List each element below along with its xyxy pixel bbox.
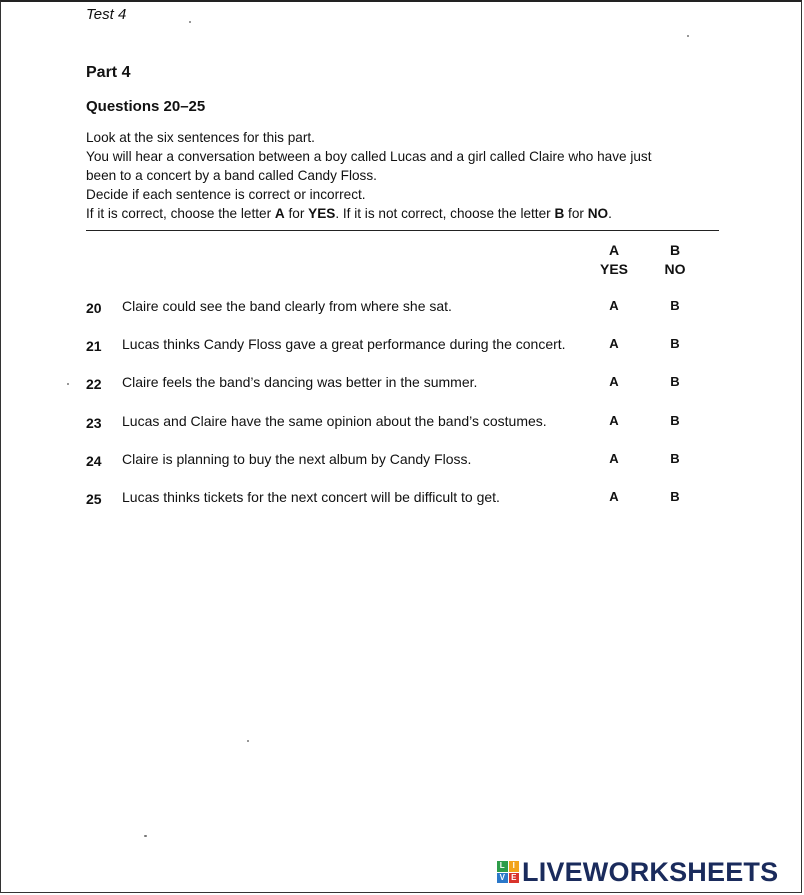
logo-text: LIVEWORKSHEETS [522,856,779,887]
instruction-line: You will hear a conversation between a boy called Lucas and a girl called Claire who have just [86,149,652,164]
answer-a-option[interactable]: A [609,336,619,352]
logo-tile: V [497,873,508,884]
scan-speck [189,21,191,23]
instruction-text: for [564,206,588,221]
answer-a-option[interactable]: A [609,450,619,466]
answer-b-option[interactable]: B [670,374,680,390]
questions-range: Questions 20–25 [86,98,206,115]
question-text: Lucas and Claire have the same opinion about the band’s costumes. [122,412,547,429]
question-row [86,298,719,336]
question-number: 20 [86,300,102,316]
question-text: Claire could see the band clearly from where she sat. [122,298,452,314]
instruction-text: for [284,206,309,221]
logo-tile: E [509,873,520,884]
question-number: 24 [86,452,102,469]
question-row [86,413,719,451]
instruction-line: Decide if each sentence is correct or incorrect. [86,187,366,202]
answer-b-option[interactable]: B [670,336,680,352]
instruction-line: Look at the six sentences for this part. [86,130,315,145]
scan-speck [247,740,249,742]
scan-speck [67,383,69,385]
question-number: 23 [86,414,102,431]
answer-a-option[interactable]: A [609,488,619,504]
column-b-letter: B [669,242,681,258]
instructions [86,128,716,223]
question-text: Lucas thinks Candy Floss gave a great performance during the concert. [122,336,566,353]
answer-b-option[interactable]: B [670,488,680,504]
scan-speck [687,35,689,37]
question-text: Lucas thinks tickets for the next concert will be difficult to get. [122,488,500,505]
instruction-line: been to a concert by a band called Candy Floss. [86,168,377,183]
column-b-label: NO [664,261,686,277]
part-title: Part 4 [86,64,131,81]
instruction-yes: YES [308,206,336,221]
liveworksheets-icon [497,861,519,883]
answer-a-option[interactable]: A [609,298,619,313]
scan-speck [144,835,147,837]
column-a-label: YES [599,261,628,277]
instruction-letter-a: A [274,206,285,221]
question-row [86,489,719,527]
column-header-b [655,241,695,279]
question-number: 21 [86,338,102,355]
answer-a-option[interactable]: A [609,412,619,428]
question-number: 22 [86,376,102,393]
answer-b-option[interactable]: B [670,298,680,313]
question-number: 25 [86,490,102,507]
question-row [86,336,719,374]
answer-b-option[interactable]: B [670,450,680,466]
liveworksheets-logo [497,857,778,887]
instruction-text: . If it is not correct, choose the letter [335,206,555,221]
question-row [86,451,719,489]
logo-tile: I [509,861,520,872]
instruction-no: NO [587,206,609,221]
instruction-text: . [608,206,612,221]
question-row [86,374,719,412]
instruction-letter-b: B [554,206,565,221]
question-text: Claire feels the band’s dancing was better in the summer. [122,374,478,391]
instruction-line [86,204,716,223]
answer-b-option[interactable]: B [670,412,680,428]
question-list [86,298,719,527]
instruction-text: If it is correct, choose the letter [86,206,275,221]
question-text: Claire is planning to buy the next album by Candy Floss. [122,450,472,467]
test-label: Test 4 [86,6,127,23]
answer-a-option[interactable]: A [609,374,619,390]
logo-tile: L [497,861,508,872]
column-header-a [594,241,634,279]
column-a-letter: A [608,242,620,258]
divider [86,230,719,231]
